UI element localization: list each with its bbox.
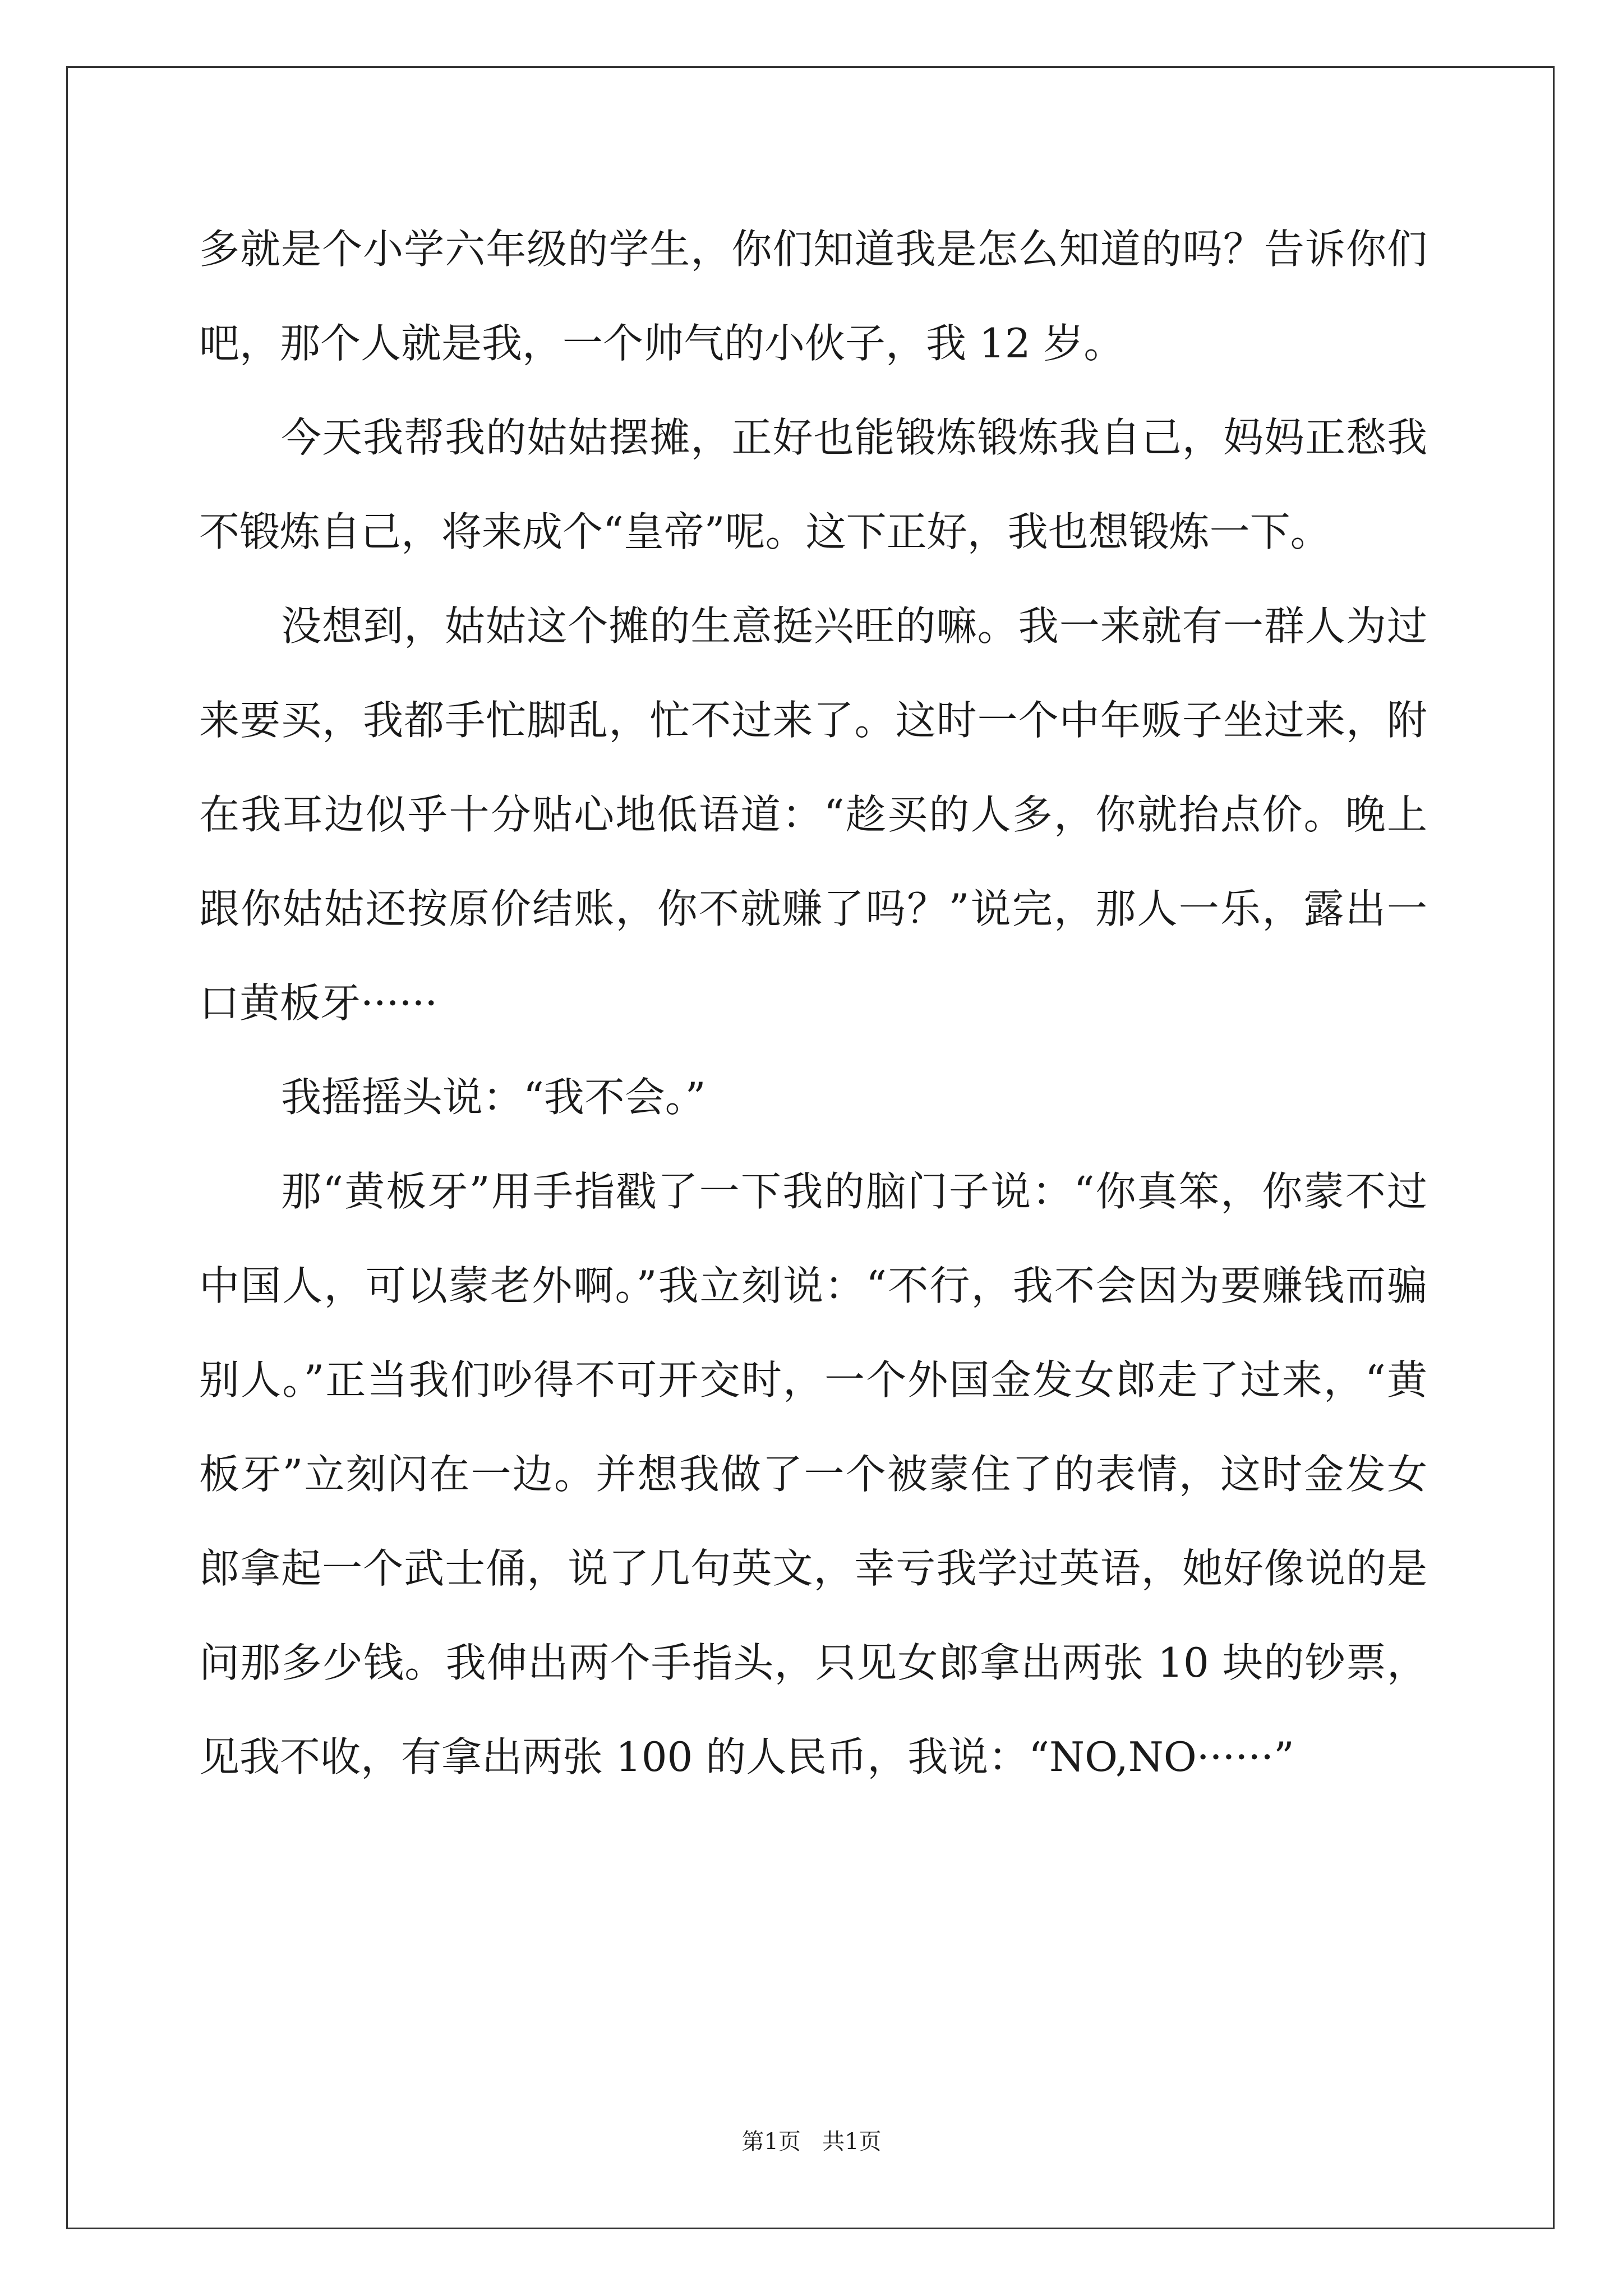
paragraph-5: 那“黄板牙”用手指戳了一下我的脑门子说：“你真笨，你蒙不过中国人，可以蒙老外啊。”我立刻说：“不行，我不会因为要赚钱而骗别人。”正当我们吵得不可开交时，一个外国金发女郎走了过来，“黄板牙”立刻闪在一边。并想我做了一个被蒙住了的表情，这时金发女郎拿起一个武士俑，说了几句英文，幸亏我学过英语，她好像说的是问那多少钱。我伸出两个手指头，只见女郎拿出两张 10 块的钞票，见我不收，有拿出两张 100 的人民币，我说：“NO,NO······”	[199, 1168, 1427, 1780]
paragraph-3: 没想到，姑姑这个摊的生意挺兴旺的嘛。我一来就有一群人为过来要买，我都手忙脚乱，忙不过来了。这时一个中年贩子坐过来，附在我耳边似乎十分贴心地低语道：“趁买的人多，你就抬点价。晚上跟你姑姑还按原价结账，你不就赚了吗？”说完，那人一乐，露出一口黄板牙······	[199, 602, 1427, 1027]
document-body	[199, 202, 1427, 1804]
page-footer	[0, 2124, 1623, 2156]
total-page-count: 共1页	[822, 2129, 882, 2155]
current-page-number: 第1页	[741, 2129, 801, 2155]
paragraph-4: 我摇摇头说：“我不会。”	[281, 1074, 706, 1121]
paragraph-1: 多就是个小学六年级的学生，你们知道我是怎么知道的吗？告诉你们吧，那个人就是我，一个帅气的小伙子，我 12 岁。	[199, 226, 1427, 367]
paragraph-2: 今天我帮我的姑姑摆摊，正好也能锻炼锻炼我自己，妈妈正愁我不锻炼自己，将来成个“皇帝”呢。这下正好，我也想锻炼一下。	[199, 414, 1427, 555]
